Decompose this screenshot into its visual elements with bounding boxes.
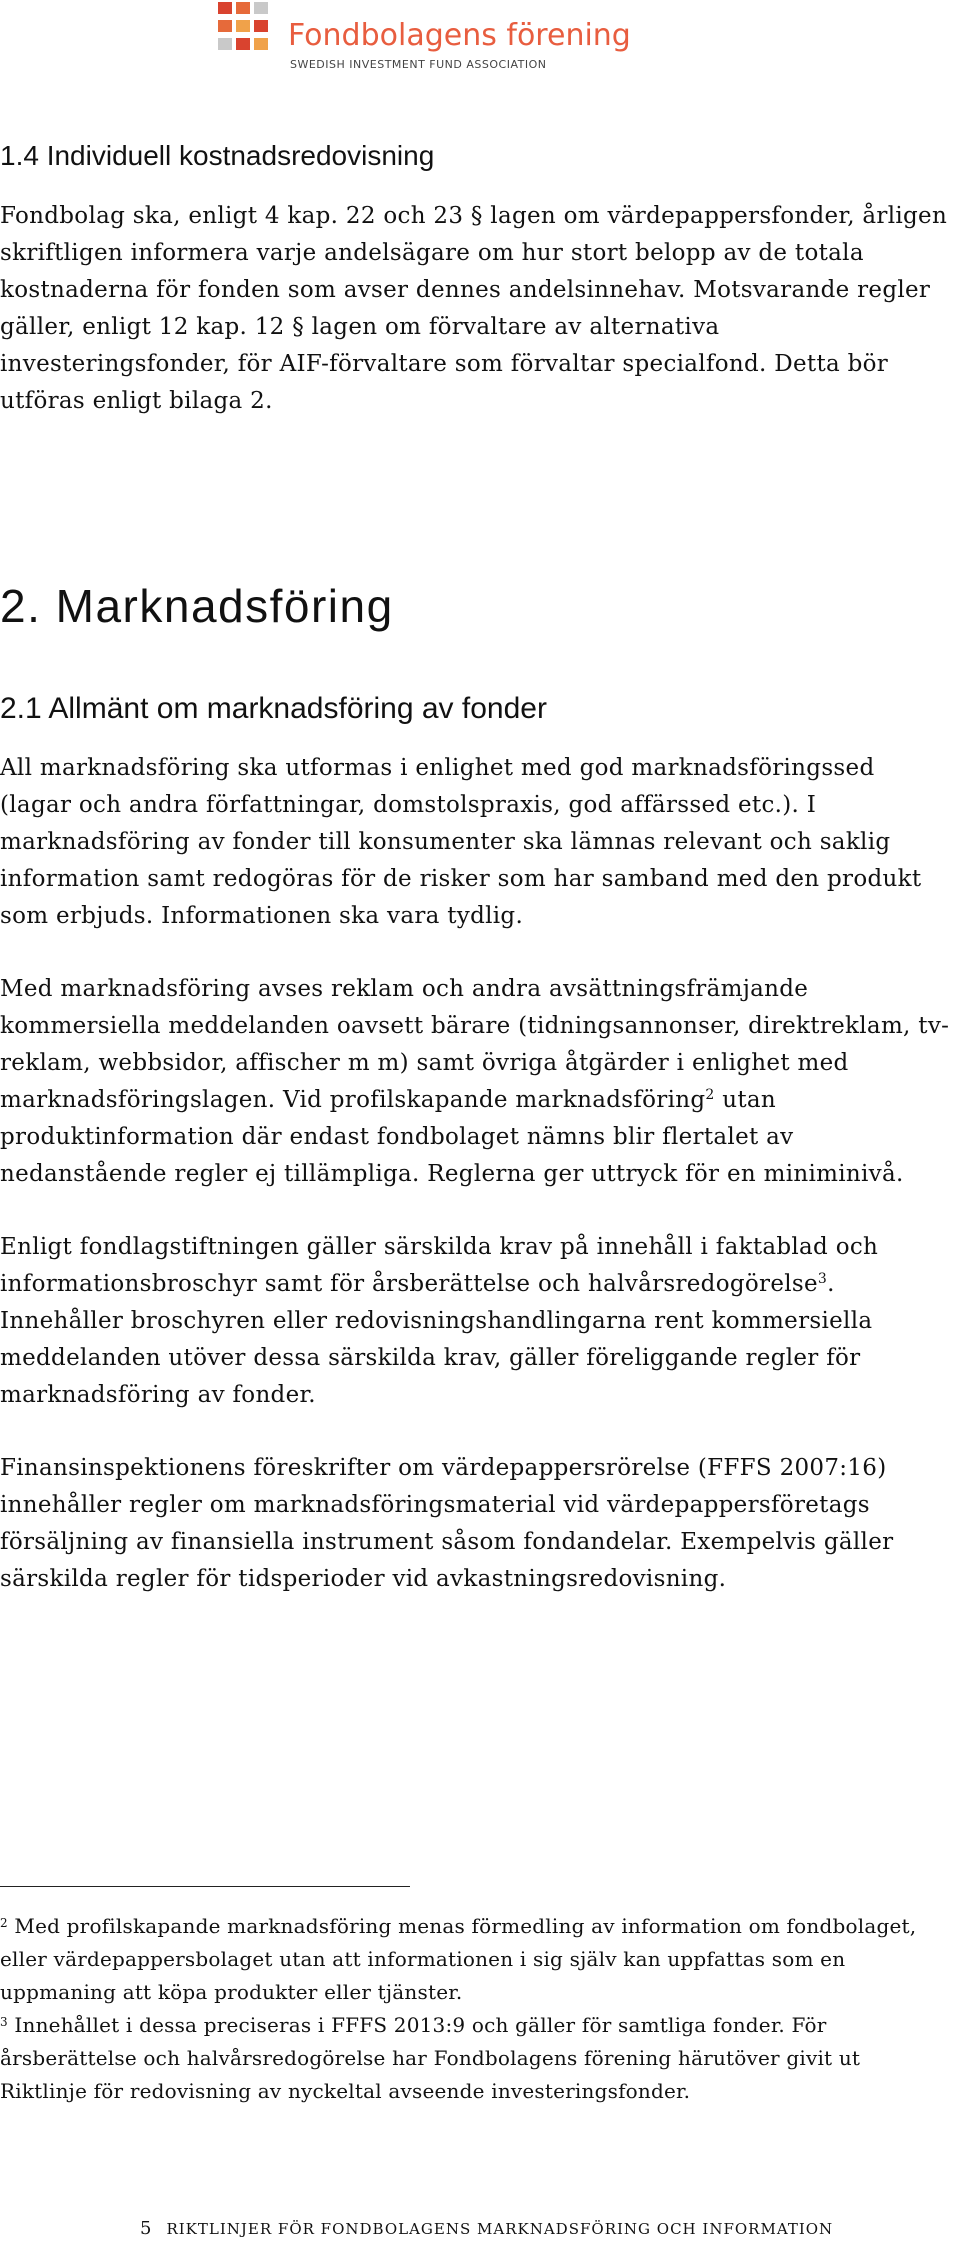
logo-subtitle: SWEDISH INVESTMENT FUND ASSOCIATION	[290, 58, 547, 71]
logo-mark-icon	[216, 0, 276, 56]
paragraph-individual-cost: Fondbolag ska, enligt 4 kap. 22 och 23 § lagen om värdepappersfonder, årligen skriftligen informera varje andelsägare om hur stort belopp av de totala kostnaderna för fonden som avser dennes andelsinnehav. Motsvarande regler gäller, enligt 12 kap. 12 § lagen om förvaltare av alternativa investeringsfonder, för AIF-förvaltare som förvaltar specialfond. Detta bör utföras enligt bilaga 2.	[0, 203, 948, 414]
section-heading-2-1: 2.1 Allmänt om marknadsföring av fonder	[0, 692, 547, 725]
paragraph-fund-legislation	[0, 1229, 952, 1414]
chapter-heading-marketing: 2. Marknadsföring	[0, 580, 394, 632]
paragraph-text: utan produktinformation där endast fondbolaget nämns blir flertalet av nedanstående regler ej tillämpliga. Reglerna ger uttryck för en miniminivå.	[0, 1087, 904, 1187]
page-number: 5	[140, 2218, 153, 2239]
footnote-number: 2	[0, 1916, 8, 1930]
footnote-number: 3	[0, 2015, 8, 2029]
paragraph-marketing-general: All marknadsföring ska utformas i enlighet med god marknadsföringssed (lagar och andra författningar, domstolspraxis, god affärssed etc.). I marknadsföring av fonder till konsumenter ska lämnas relevant och saklig information samt redogöras för de risker som har samband med den produkt som erbjuds. Informationen ska vara tydlig.	[0, 755, 922, 929]
footnote-text: Innehållet i dessa preciseras i FFFS 2013:9 och gäller för samtliga fonder. För årsberättelse och halvårsredogörelse har Fondbolagens förening härutöver givit ut Riktlinje för redovisning av nyckeltal avseende investeringsfonder.	[0, 2013, 861, 2103]
paragraph-marketing-definition	[0, 971, 952, 1193]
footnote-divider	[0, 1886, 410, 1887]
footer-title: RIKTLINJER FÖR FONDBOLAGENS MARKNADSFÖRING OCH INFORMATION	[166, 2220, 834, 2238]
page-footer	[140, 2218, 833, 2239]
association-logo	[216, 0, 631, 71]
footnote-ref-2: 2	[705, 1087, 715, 1103]
paragraph-text: . Innehåller broschyren eller redovisningshandlingarna rent kommersiella meddelanden utöver dessa särskilda krav, gäller föreliggande regler för marknadsföring av fonder.	[0, 1271, 873, 1408]
document-body	[0, 136, 952, 1598]
paragraph-text: Med marknadsföring avses reklam och andra avsättningsfrämjande kommersiella meddelanden oavsett bärare (tidningsannonser, direktreklam, tv-reklam, webbsidor, affischer m m) samt övriga åtgärder i enlighet med marknadsföringslagen. Vid profilskapande marknadsföring	[0, 976, 950, 1113]
logo-name: Fondbolagens förening	[288, 18, 631, 53]
footnotes	[0, 1910, 940, 2108]
footnote-text: Med profilskapande marknadsföring menas förmedling av information om fondbolaget, eller värdepappersbolaget utan att informationen i sig själv kan uppfattas som en uppmaning att köpa produkter eller tjänster.	[0, 1914, 917, 2004]
footnote-2	[0, 1910, 940, 2009]
paragraph-fi-regulations: Finansinspektionens föreskrifter om värdepappersrörelse (FFFS 2007:16) innehåller regler om marknadsföringsmaterial vid värdepappersföretags försäljning av finansiella instrument såsom fondandelar. Exempelvis gäller särskilda regler för tidsperioder vid avkastningsredovisning.	[0, 1455, 894, 1592]
footnote-3	[0, 2009, 940, 2108]
section-heading-1-4: 1.4 Individuell kostnadsredovisning	[0, 140, 435, 171]
footnote-ref-3: 3	[817, 1271, 828, 1287]
paragraph-text: Enligt fondlagstiftningen gäller särskilda krav på innehåll i faktablad och informationsbroschyr samt för årsberättelse och halvårsredogörelse	[0, 1234, 879, 1297]
